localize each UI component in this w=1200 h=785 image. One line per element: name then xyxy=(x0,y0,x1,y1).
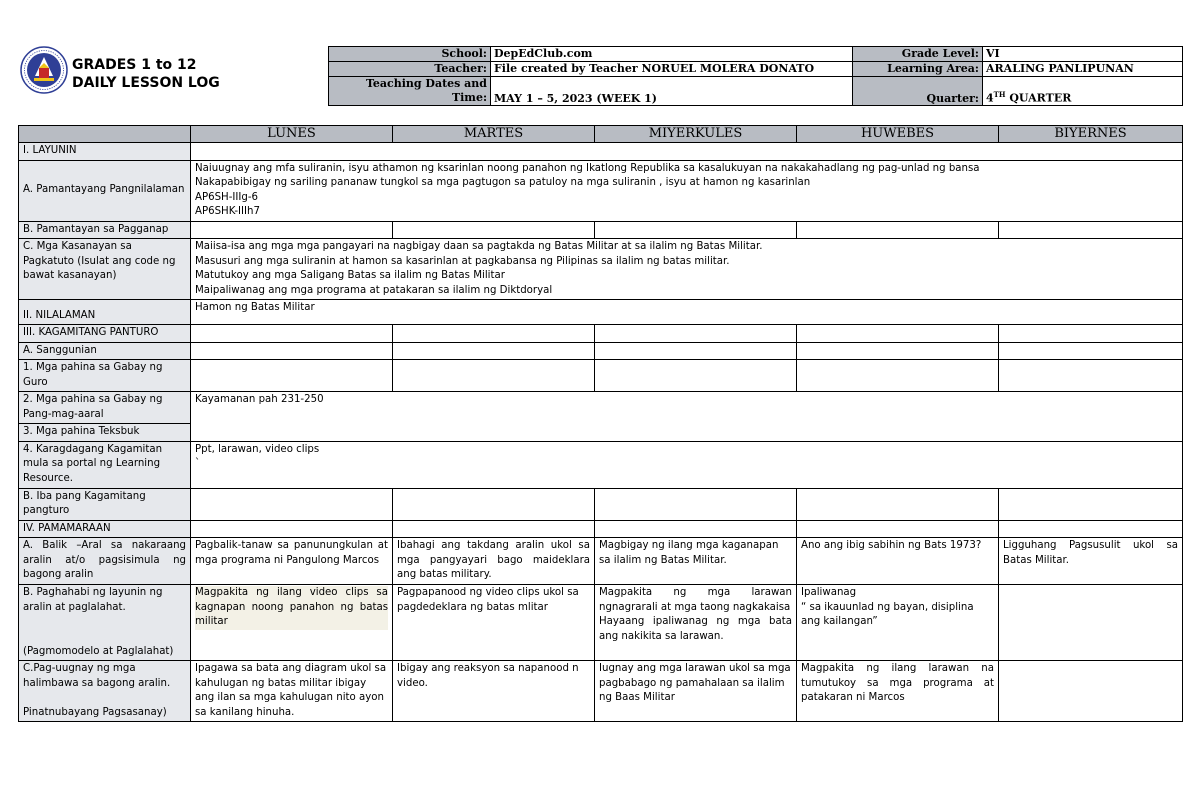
balik-aral-monday: Pagbalik-tanaw sa panunungkulan at mga programa ni Pangulong Marcos xyxy=(191,538,393,585)
grade-level-value: VI xyxy=(983,47,1183,62)
pamantayang-code: AP6SH-IIIg-6 xyxy=(195,191,259,203)
paghahabi-label: B. Paghahabi ng layunin ng aralin at paglalahat. xyxy=(23,587,163,613)
teaching-dates-value: MAY 1 – 5, 2023 (WEEK 1) xyxy=(491,77,853,106)
row-label-kasanayan: C. Mga Kasanayan sa Pagkatuto (Isulat ang code ng bawat kasanayan) xyxy=(19,239,191,300)
cell xyxy=(999,488,1183,520)
paghahabi-wednesday xyxy=(595,585,797,661)
school-label: School: xyxy=(329,47,491,62)
pag-uugnay-monday: Ipagawa sa bata ang diagram ukol sa kahulugan ng batas militar ibigay ang ilan sa mga kahulugan nito ayon sa kanilang hinuha. xyxy=(191,661,393,722)
row-label-nilalaman: II. NILALAMAN xyxy=(19,300,191,325)
row-label-paghahabi xyxy=(19,585,191,661)
kasanayan-line: Masusuri ang mga suliranin at hamon sa kasarinlan at pagkabansa ng Pilipinas sa ilalim ng batas militar. xyxy=(195,255,730,267)
quarter-word: QUARTER xyxy=(1005,92,1072,105)
pag-uugnay-wednesday: Iugnay ang mga larawan ukol sa mga pagbabago ng pamahalaan sa ilalim ng Baas Militar xyxy=(595,661,797,722)
kayamanan-cell: Kayamanan pah 231-250 xyxy=(191,392,1183,442)
paghahabi-wednesday-line: Magpakita ng mga larawan ngnagrarali at mga taong nagkakaisa xyxy=(599,587,792,613)
table-row xyxy=(19,661,1183,722)
cell xyxy=(191,488,393,520)
pag-uugnay-friday xyxy=(999,661,1183,722)
day-wednesday: MIYERKULES xyxy=(595,126,797,143)
day-monday: LUNES xyxy=(191,126,393,143)
cell xyxy=(393,360,595,392)
table-row xyxy=(19,520,1183,538)
title-line-2: DAILY LESSON LOG xyxy=(72,75,220,91)
cell xyxy=(191,325,393,343)
cell xyxy=(191,360,393,392)
learning-area-value: ARALING PANLIPUNAN xyxy=(983,62,1183,77)
quarter-label: Quarter: xyxy=(853,77,983,106)
row-label-gabay-guro: 1. Mga pahina sa Gabay ng Guro xyxy=(19,360,191,392)
day-friday: BIYERNES xyxy=(999,126,1183,143)
table-row xyxy=(19,300,1183,325)
paghahabi-monday-text: Magpakita ng ilang video clips sa kagnapan noong panahon ng batas militar xyxy=(195,586,388,630)
paghahabi-tuesday: Pagpapanood ng video clips ukol sa pagdedeklara ng batas mlitar xyxy=(393,585,595,661)
page-title xyxy=(72,56,220,92)
row-label-gabay-mag-aaral: 2. Mga pahina sa Gabay ng Pang-mag-aaral xyxy=(19,392,191,424)
table-row xyxy=(19,143,1183,161)
karagdagang-cell xyxy=(191,441,1183,488)
row-label-balik-aral: A. Balik –Aral sa nakaraang aralin at/o pagsisimula ng bagong aralin xyxy=(19,538,191,585)
balik-aral-thursday: Ano ang ibig sabihin ng Bats 1973? xyxy=(797,538,999,585)
quarter-number: 4 xyxy=(986,92,994,105)
grade-level-label: Grade Level: xyxy=(853,47,983,62)
row-label-teksbuk: 3. Mga pahina Teksbuk xyxy=(19,424,191,442)
kasanayan-line: Maiisa-isa ang mga mga pangayari na nagbigay daan sa pagtakda ng Batas Militar at sa ilalim ng Batas Militar. xyxy=(195,241,763,252)
cell xyxy=(595,342,797,360)
table-row xyxy=(19,160,1183,221)
cell xyxy=(797,342,999,360)
paghahabi-sublabel: (Pagmomodelo at Paglalahat) xyxy=(23,645,174,657)
empty-header-cell xyxy=(19,126,191,143)
cell xyxy=(393,342,595,360)
school-value: DepEdClub.com xyxy=(491,47,853,62)
pag-uugnay-tuesday: Ibigay ang reaksyon sa napanood n video. xyxy=(393,661,595,722)
table-row xyxy=(19,585,1183,661)
row-label-iba-pang: B. Iba pang Kagamitang pangturo xyxy=(19,488,191,520)
cell xyxy=(999,520,1183,538)
pag-uugnay-thursday: Magpakita ng ilang larawan na tumutukoy sa mga programa at patakaran ni Marcos xyxy=(797,661,999,722)
cell xyxy=(999,221,1183,239)
paghahabi-wednesday-line: Hayaang ipaliwanag ng mga bata ang nakikita sa larawan. xyxy=(599,616,792,642)
quarter-value xyxy=(983,77,1183,106)
quarter-suffix: TH xyxy=(993,90,1006,100)
row-label-sanggunian: A. Sanggunian xyxy=(19,342,191,360)
pamantayang-code: AP6SHK-IIIh7 xyxy=(195,206,260,217)
header-info-table xyxy=(328,46,1183,106)
balik-aral-friday: Ligguhang Pagsusulit ukol sa Batas Militar. xyxy=(999,538,1183,585)
cell xyxy=(393,325,595,343)
pag-uugnay-label: C.Pag-uugnay ng mga halimbawa sa bagong aralin. xyxy=(23,663,171,689)
cell xyxy=(595,360,797,392)
pamantayang-line: Nakapabibigay ng sariling pananaw tungkol sa mga pagtugon sa patuloy na mga suliranin , isyu at hamon ng kasarinlan xyxy=(195,177,811,188)
paghahabi-thursday-line: Ipaliwanag xyxy=(801,587,857,598)
row-label-pagganap: B. Pamantayan sa Pagganap xyxy=(19,221,191,239)
pamantayang-cell xyxy=(191,160,1183,221)
row-label-karagdagang: 4. Karagdagang Kagamitan mula sa portal ng Learning Resource. xyxy=(19,441,191,488)
deped-seal-icon xyxy=(20,46,68,94)
cell xyxy=(797,221,999,239)
cell xyxy=(393,520,595,538)
row-label-pamantayang: A. Pamantayang Pangnilalaman xyxy=(19,160,191,221)
cell xyxy=(595,325,797,343)
paghahabi-thursday-quote: “ sa ikauunlad ng bayan, disiplina ang kailangan” xyxy=(801,601,974,627)
table-row xyxy=(19,538,1183,585)
day-tuesday: MARTES xyxy=(393,126,595,143)
table-row xyxy=(19,488,1183,520)
learning-area-label: Learning Area: xyxy=(853,62,983,77)
cell xyxy=(797,488,999,520)
table-row xyxy=(19,221,1183,239)
row-label-pamamaraan: IV. PAMAMARAAN xyxy=(19,520,191,538)
cell xyxy=(797,520,999,538)
karagdagang-line: ` xyxy=(195,458,201,469)
title-line-1: GRADES 1 to 12 xyxy=(72,57,197,73)
cell xyxy=(393,488,595,520)
cell xyxy=(393,221,595,239)
karagdagang-line: Ppt, larawan, video clips xyxy=(195,443,320,455)
row-label-layunin: I. LAYUNIN xyxy=(19,143,191,161)
table-row xyxy=(19,360,1183,392)
cell xyxy=(797,325,999,343)
cell xyxy=(191,221,393,239)
kasanayan-line: Matutukoy ang mga Saligang Batas sa ilalim ng Batas Militar xyxy=(195,270,505,281)
balik-aral-wednesday: Magbigay ng ilang mga kaganapan sa ilalim ng Batas Militar. xyxy=(595,538,797,585)
layunin-cell xyxy=(191,143,1183,161)
teacher-label: Teacher: xyxy=(329,62,491,77)
row-label-kagamitan: III. KAGAMITANG PANTURO xyxy=(19,325,191,343)
table-row xyxy=(19,325,1183,343)
table-row xyxy=(19,441,1183,488)
table-row xyxy=(19,392,1183,424)
cell xyxy=(999,325,1183,343)
row-label-pag-uugnay xyxy=(19,661,191,722)
paghahabi-friday xyxy=(999,585,1183,661)
cell xyxy=(797,360,999,392)
nilalaman-cell: Hamon ng Batas Militar xyxy=(191,300,1183,325)
day-thursday: HUWEBES xyxy=(797,126,999,143)
pag-uugnay-sublabel: Pinatnubayang Pagsasanay) xyxy=(23,706,167,718)
cell xyxy=(999,342,1183,360)
table-row xyxy=(19,239,1183,300)
cell xyxy=(595,221,797,239)
paghahabi-thursday xyxy=(797,585,999,661)
balik-aral-tuesday: Ibahagi ang takdang aralin ukol sa mga pangyayari bago maideklara ang batas military. xyxy=(393,538,595,585)
table-row xyxy=(19,342,1183,360)
teacher-value: File created by Teacher NORUEL MOLERA DONATO xyxy=(491,62,853,77)
paghahabi-monday xyxy=(191,585,393,661)
kasanayan-cell xyxy=(191,239,1183,300)
lesson-log-table xyxy=(18,125,1183,722)
teaching-dates-label xyxy=(329,77,491,106)
cell xyxy=(191,342,393,360)
cell xyxy=(595,520,797,538)
day-header-row xyxy=(19,126,1183,143)
cell xyxy=(999,360,1183,392)
teaching-dates-label-line-1: Teaching Dates and xyxy=(365,77,487,90)
cell xyxy=(191,520,393,538)
teaching-dates-label-line-2: Time: xyxy=(451,91,487,104)
pamantayang-line: Naiuugnay ang mfa suliranin, isyu athamon ng ksarinlan noong panahon ng Ikatlong Republika sa kasalukuyan na nakakahadlang ng pag-unlad ng bansa xyxy=(195,162,980,174)
kasanayan-line: Maipaliwanag ang mga programa at patakaran sa ilalim ng Diktdoryal xyxy=(195,284,553,296)
cell xyxy=(595,488,797,520)
